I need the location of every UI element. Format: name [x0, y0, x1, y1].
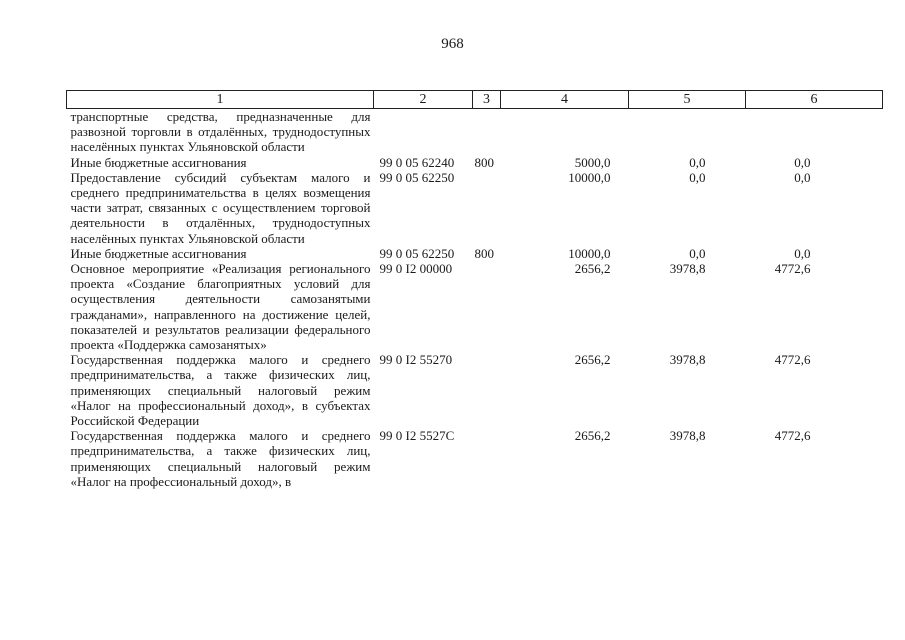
- table-row: [67, 428, 883, 489]
- row-vr: [473, 170, 501, 246]
- header-col-5: 5: [629, 91, 746, 109]
- row-vr: 800: [474, 154, 494, 170]
- row-code: 99 0 I2 00000: [379, 261, 453, 277]
- page-number: 968: [441, 36, 464, 52]
- row-year2: 3978,8: [669, 261, 706, 277]
- row-year1: 2656,2: [574, 261, 611, 277]
- row-year2: [629, 109, 746, 155]
- header-col-1: 1: [67, 91, 374, 109]
- row-year3: [746, 109, 883, 155]
- table-row: [67, 261, 883, 352]
- row-year2: 3978,8: [669, 352, 706, 368]
- row-year2: 0,0: [689, 245, 706, 261]
- row-name: Иные бюджетные ассигнования: [70, 245, 247, 261]
- row-year1: 10000,0: [568, 169, 611, 185]
- row-year3: 4772,6: [774, 428, 811, 444]
- row-code: 99 0 I2 5527С: [379, 428, 455, 444]
- table-row: [67, 170, 883, 246]
- row-code: 99 0 I2 55270: [379, 352, 453, 368]
- row-name: Иные бюджетные ассигнования: [70, 154, 247, 170]
- table-row: [67, 352, 883, 428]
- row-year3: 0,0: [794, 154, 811, 170]
- table-row: [67, 109, 883, 155]
- row-vr: [473, 261, 501, 352]
- row-name: Предоставление субсидий субъектам малого и среднего предпринимательства в целях возмещения части затрат, связанных с осуществлением торговой деятельности в отдалённых, труднодоступных населённых пунктах Ульяновской области: [70, 169, 371, 246]
- row-name: Государственная поддержка малого и среднего предпринимательства, а также физических лиц, применяющих специальный налоговый режим «Налог на профессиональный доход», в: [70, 428, 371, 489]
- row-year1: 2656,2: [574, 428, 611, 444]
- header-row: [67, 91, 883, 109]
- table-row: [67, 155, 883, 170]
- row-name: Государственная поддержка малого и среднего предпринимательства, а также физических лиц, применяющих специальный налоговый режим «Налог на профессиональный доход», в субъектах Российской Федерации: [70, 352, 371, 429]
- header-col-2: 2: [374, 91, 473, 109]
- row-vr: [473, 428, 501, 489]
- row-year3: 0,0: [794, 169, 811, 185]
- budget-table: [66, 90, 883, 489]
- row-vr: [473, 109, 501, 155]
- table-body: [67, 109, 883, 490]
- row-year1: 2656,2: [574, 352, 611, 368]
- table-row: [67, 246, 883, 261]
- row-vr: [473, 352, 501, 428]
- row-year1: [501, 109, 629, 155]
- row-name: транспортные средства, предназначенные для развозной торговли в отдалённых, труднодоступных населённых пунктах Ульяновской области: [70, 109, 371, 155]
- row-year3: 4772,6: [774, 352, 811, 368]
- row-code: 99 0 05 62250: [379, 245, 455, 261]
- row-code: 99 0 05 62240: [379, 154, 455, 170]
- row-name: Основное мероприятие «Реализация регионального проекта «Создание благоприятных условий для осуществления деятельности самозанятыми гражданами», направленного на достижение целей, показателей и результатов реализации федерального проекта «Поддержка самозанятых»: [70, 261, 371, 353]
- header-col-4: 4: [501, 91, 629, 109]
- row-year2: 0,0: [689, 154, 706, 170]
- row-year1: 5000,0: [574, 154, 611, 170]
- row-year2: 0,0: [689, 169, 706, 185]
- row-year1: 10000,0: [568, 245, 611, 261]
- table-header: [67, 91, 883, 109]
- row-year2: 3978,8: [669, 428, 706, 444]
- header-col-3: 3: [473, 91, 501, 109]
- row-code: 99 0 05 62250: [379, 169, 455, 185]
- row-year3: 4772,6: [774, 261, 811, 277]
- row-vr: 800: [474, 245, 494, 261]
- row-code: [374, 109, 473, 155]
- row-year3: 0,0: [794, 245, 811, 261]
- header-col-6: 6: [746, 91, 883, 109]
